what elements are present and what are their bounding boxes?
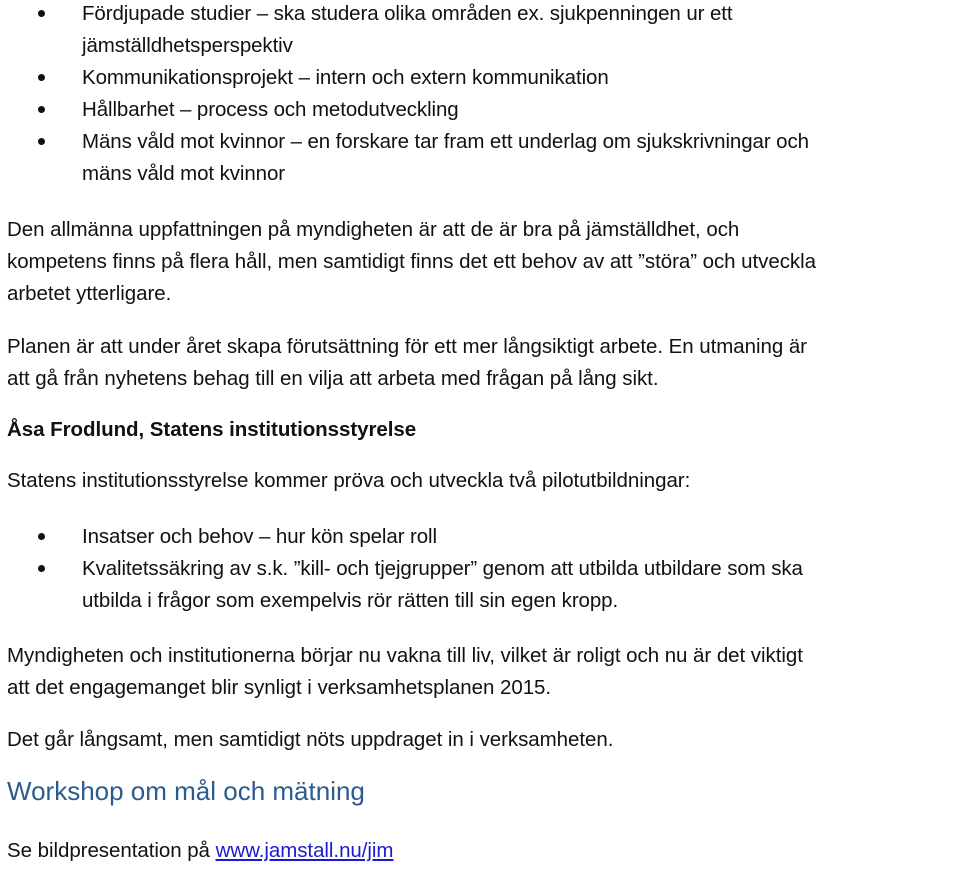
- presentation-line: [7, 835, 959, 867]
- paragraph-line: arbetet ytterligare.: [7, 282, 172, 305]
- paragraph-authorities: [7, 640, 959, 704]
- bottom-bullet-list: [0, 521, 960, 617]
- paragraph-pilot: Statens institutionsstyrelse kommer pröva och utveckla två pilotutbildningar:: [7, 469, 691, 492]
- bullet-icon: [38, 10, 45, 17]
- list-item-line: jämställdhetsperspektiv: [82, 34, 293, 57]
- bullet-icon: [38, 565, 45, 572]
- list-item-line: Kvalitetssäkring av s.k. ”kill- och tjejgrupper” genom att utbilda utbildare som ska: [82, 557, 803, 580]
- bullet-icon: [38, 106, 45, 113]
- list-item: [0, 94, 960, 126]
- presentation-link[interactable]: www.jamstall.nu/jim: [215, 839, 394, 862]
- speaker-heading: Åsa Frodlund, Statens institutionsstyrelse: [7, 418, 417, 441]
- list-item-line: mäns våld mot kvinnor: [82, 162, 285, 185]
- paragraph-line: att gå från nyhetens behag till en vilja att arbeta med frågan på lång sikt.: [7, 367, 659, 390]
- paragraph-plan: [7, 331, 959, 395]
- bullet-icon: [38, 74, 45, 81]
- top-bullet-list: [0, 0, 960, 190]
- list-item: [0, 553, 960, 617]
- workshop-heading: Workshop om mål och mätning: [7, 776, 365, 806]
- paragraph-slow-progress: Det går långsamt, men samtidigt nöts uppdraget in i verksamheten.: [7, 728, 614, 751]
- list-item: [0, 126, 960, 190]
- list-item-line: Fördjupade studier – ska studera olika områden ex. sjukpenningen ur ett: [82, 2, 733, 25]
- list-item-line: utbilda i frågor som exempelvis rör rätten till sin egen kropp.: [82, 589, 619, 612]
- paragraph-line: Den allmänna uppfattningen på myndigheten är att de är bra på jämställdhet, och: [7, 218, 740, 241]
- paragraph-line: Planen är att under året skapa förutsättning för ett mer långsiktigt arbete. En utmaning är: [7, 335, 807, 358]
- list-item-line: Hållbarhet – process och metodutveckling: [82, 98, 459, 121]
- list-item-line: Kommunikationsprojekt – intern och extern kommunikation: [82, 66, 609, 89]
- paragraph-perception: [7, 214, 959, 310]
- bullet-icon: [38, 138, 45, 145]
- paragraph-line: att det engagemanget blir synligt i verksamhetsplanen 2015.: [7, 676, 552, 699]
- list-item-line: Mäns våld mot kvinnor – en forskare tar fram ett underlag om sjukskrivningar och: [82, 130, 809, 153]
- list-item: [0, 62, 960, 94]
- paragraph-line: kompetens finns på flera håll, men samtidigt finns det ett behov av att ”störa” och utveckla: [7, 250, 816, 273]
- paragraph-line: Myndigheten och institutionerna börjar nu vakna till liv, vilket är roligt och nu är det viktigt: [7, 644, 803, 667]
- list-item-line: Insatser och behov – hur kön spelar roll: [82, 525, 437, 548]
- list-item: [0, 521, 960, 553]
- presentation-prefix: Se bildpresentation på: [7, 839, 216, 862]
- bullet-icon: [38, 533, 45, 540]
- list-item: [0, 0, 960, 62]
